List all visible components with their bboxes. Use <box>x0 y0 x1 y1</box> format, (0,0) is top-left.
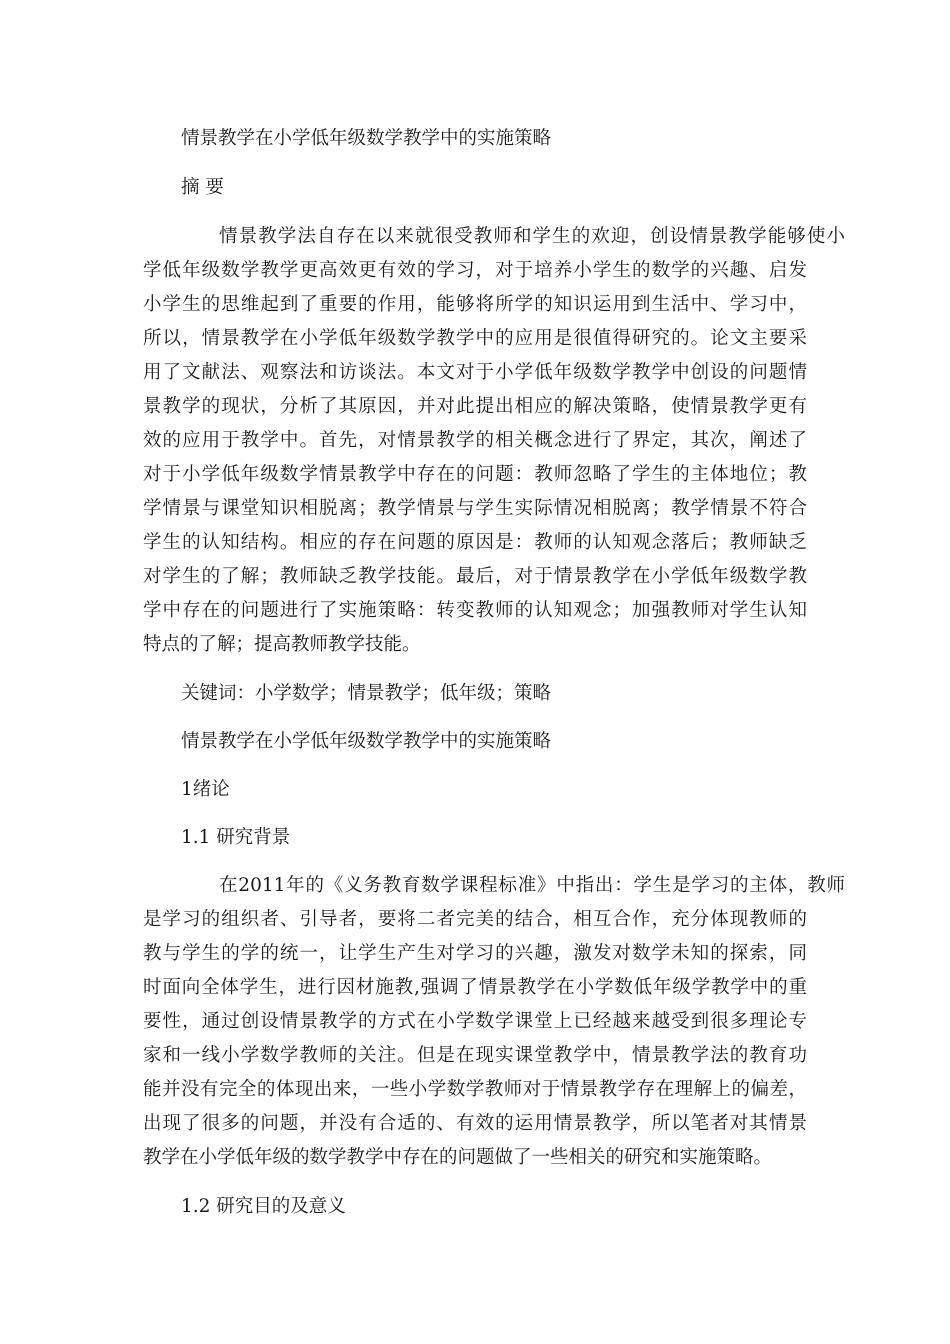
background-line: 时面向全体学生，进行因材施教,强调了情景教学在小学数低年级学教学中的重 <box>143 977 807 998</box>
background-line: 出现了很多的问题，并没有合适的、有效的运用情景教学，所以笔者对其情景 <box>143 1113 807 1134</box>
document-title: 情景教学在小学低年级数学教学中的实施策略 <box>181 128 552 149</box>
abstract-heading: 摘 要 <box>181 177 224 198</box>
abstract-paragraph <box>143 220 845 662</box>
abstract-line: 特点的了解；提高教师教学技能。 <box>143 634 421 655</box>
abstract-line: 效的应用于教学中。首先，对情景教学的相关概念进行了界定，其次，阐述了 <box>143 430 807 451</box>
background-line: 教学在小学低年级的数学教学中存在的问题做了一些相关的研究和实施策略。 <box>143 1147 773 1168</box>
abstract-line: 情景教学法自存在以来就很受教师和学生的欢迎，创设情景教学能够使小 <box>219 226 845 247</box>
background-line: 家和一线小学数学教师的关注。但是在现实课堂教学中，情景教学法的教育功 <box>143 1045 807 1066</box>
abstract-line: 所以，情景教学在小学低年级数学教学中的应用是很值得研究的。论文主要采 <box>143 328 807 349</box>
abstract-line: 学生的认知结构。相应的存在问题的原因是：教师的认知观念落后；教师缺乏 <box>143 532 807 553</box>
background-line: 是学习的组织者、引导者，要将二者完美的结合，相互合作，充分体现教师的 <box>143 909 807 930</box>
abstract-line: 对于小学低年级数学情景教学中存在的问题：教师忽略了学生的主体地位；教 <box>143 464 807 485</box>
background-line: 在2011年的《义务教育数学课程标准》中指出：学生是学习的主体，教师 <box>219 875 845 896</box>
section-heading-1-2: 1.2 研究目的及意义 <box>181 1196 346 1217</box>
document-title-repeat: 情景教学在小学低年级数学教学中的实施策略 <box>181 731 552 752</box>
background-paragraph <box>143 869 845 1175</box>
abstract-line: 用了文献法、观察法和访谈法。本文对于小学低年级数学教学中创设的问题情 <box>143 362 807 383</box>
section-heading-1: 1绪论 <box>181 779 230 800</box>
abstract-line: 学中存在的问题进行了实施策略：转变教师的认知观念；加强教师对学生认知 <box>143 600 807 621</box>
document-page <box>143 122 845 1224</box>
keywords: 关键词：小学数学；情景教学；低年级；策略 <box>181 683 552 704</box>
section-heading-1-1: 1.1 研究背景 <box>181 827 291 848</box>
background-line: 要性，通过创设情景教学的方式在小学数学课堂上已经越来越受到很多理论专 <box>143 1011 807 1032</box>
abstract-line: 景教学的现状，分析了其原因，并对此提出相应的解决策略，使情景教学更有 <box>143 396 807 417</box>
background-line: 教与学生的学的统一，让学生产生对学习的兴趣，激发对数学未知的探索，同 <box>143 943 807 964</box>
abstract-line: 对学生的了解；教师缺乏教学技能。最后，对于情景教学在小学低年级数学教 <box>143 566 807 587</box>
background-line: 能并没有完全的体现出来，一些小学数学教师对于情景教学存在理解上的偏差， <box>143 1079 807 1100</box>
abstract-line: 小学生的思维起到了重要的作用，能够将所学的知识运用到生活中、学习中， <box>143 294 807 315</box>
abstract-line: 学情景与课堂知识相脱离；教学情景与学生实际情况相脱离；教学情景不符合 <box>143 498 807 519</box>
abstract-line: 学低年级数学教学更高效更有效的学习，对于培养小学生的数学的兴趣、启发 <box>143 260 807 281</box>
